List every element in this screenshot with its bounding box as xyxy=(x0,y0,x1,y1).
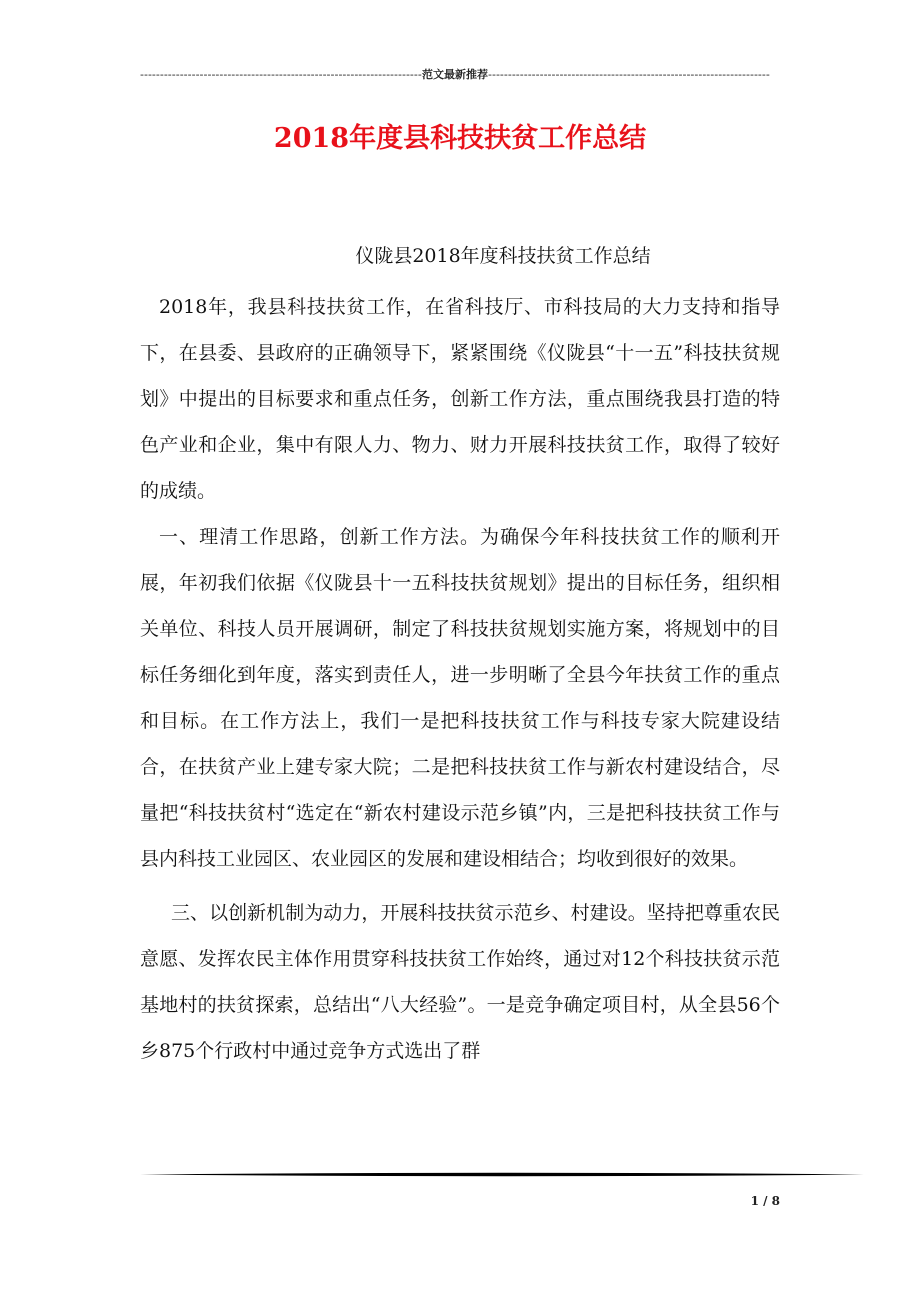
paragraph-section-3: 三、以创新机制为动力，开展科技扶贫示范乡、村建设。坚持把尊重农民意愿、发挥农民主体作用贯穿科技扶贫工作始终，通过对12个科技扶贫示范基地村的扶贫探索，总结出“八大经验”。一是竞争确定项目村，从全县56个乡875个行政村中通过竞争方式选出了群 xyxy=(140,902,780,1062)
header-rule xyxy=(140,68,770,82)
footer-rule xyxy=(140,1172,864,1177)
document-body xyxy=(140,284,780,1074)
document-subtitle: 仪陇县2018年度科技扶贫工作总结 xyxy=(355,245,651,267)
paragraph-intro: 2018年，我县科技扶贫工作，在省科技厅、市科技局的大力支持和指导下，在县委、县政府的正确领导下，紧紧围绕《仪陇县“十一五”科技扶贫规划》中提出的目标要求和重点任务，创新工作方法，重点围绕我县打造的特色产业和企业，集中有限人力、物力、财力开展科技扶贫工作，取得了较好的成绩。 xyxy=(140,296,780,502)
document-title: 2018年度县科技扶贫工作总结 xyxy=(273,123,647,154)
page-number: 1 / 8 xyxy=(750,1194,780,1208)
paragraph-section-1: 一、理清工作思路，创新工作方法。为确保今年科技扶贫工作的顺利开展，年初我们依据《仪陇县十一五科技扶贫规划》提出的目标任务，组织相关单位、科技人员开展调研，制定了科技扶贫规划实施方案，将规划中的目标任务细化到年度，落实到责任人，进一步明晰了全县今年扶贫工作的重点和目标。在工作方法上，我们一是把科技扶贫工作与科技专家大院建设结合，在扶贫产业上建专家大院；二是把科技扶贫工作与新农村建设结合，尽量把“科技扶贫村“选定在“新农村建设示范乡镇”内，三是把科技扶贫工作与县内科技工业园区、农业园区的发展和建设相结合；均收到很好的效果。 xyxy=(140,526,780,870)
header-dash-right xyxy=(488,68,770,82)
header-dash-left xyxy=(140,68,422,82)
header-label: 范文最新推荐 xyxy=(422,68,488,81)
